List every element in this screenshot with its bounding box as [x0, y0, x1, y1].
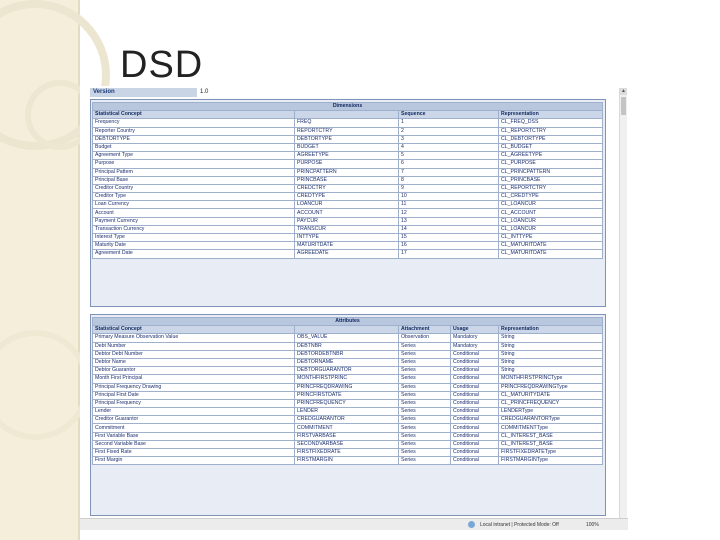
table-row [93, 193, 603, 201]
table-row [93, 399, 603, 407]
table-cell: Series [399, 391, 451, 399]
table-cell: String [499, 350, 603, 358]
table-cell: PRINCBASE [295, 176, 399, 184]
browser-screenshot [80, 86, 628, 530]
table-cell: Creditor Guarantor [93, 416, 295, 424]
attributes-header: Attributes [93, 318, 603, 326]
table-cell: CL_REPORTCTRY [499, 184, 603, 192]
table-cell: Series [399, 424, 451, 432]
table-cell: 13 [399, 217, 499, 225]
table-cell: Conditional [451, 457, 499, 465]
table-cell: Maturity Date [93, 242, 295, 250]
table-cell: Series [399, 457, 451, 465]
table-cell: Creditor Type [93, 193, 295, 201]
table-cell: Loan Currency [93, 201, 295, 209]
attributes-column-header: Usage [451, 326, 499, 334]
table-row [93, 176, 603, 184]
attributes-column-header [295, 326, 399, 334]
table-cell: PURPOSE [295, 160, 399, 168]
table-cell: First Variable Base [93, 432, 295, 440]
table-cell: SECONDVARBASE [295, 440, 399, 448]
table-row [93, 367, 603, 375]
table-cell: Conditional [451, 383, 499, 391]
table-cell: PRINCFREQDRAWING [295, 383, 399, 391]
table-cell: Primary Measure Observation Value [93, 334, 295, 342]
table-cell: 4 [399, 143, 499, 151]
table-cell: CL_BUDGET [499, 143, 603, 151]
table-cell: OBS_VALUE [295, 334, 399, 342]
table-cell: First Margin [93, 457, 295, 465]
table-cell: FIRSTVARBASE [295, 432, 399, 440]
table-cell: Series [399, 383, 451, 391]
table-row [93, 242, 603, 250]
table-cell: Conditional [451, 440, 499, 448]
table-row [93, 416, 603, 424]
table-cell: Debtor Debt Number [93, 350, 295, 358]
attributes-column-header: Representation [499, 326, 603, 334]
table-cell: CL_INTEREST_BASE [499, 432, 603, 440]
table-cell: Series [399, 375, 451, 383]
table-cell: PRINCFREQDRAWINGType [499, 383, 603, 391]
table-cell: 5 [399, 152, 499, 160]
table-cell: 16 [399, 242, 499, 250]
table-cell: CREDCTRY [295, 184, 399, 192]
table-cell: FIRSTFIXEDRATE [295, 449, 399, 457]
table-cell: CL_INTEREST_BASE [499, 440, 603, 448]
attributes-column-headers [93, 326, 603, 334]
table-cell: AGREEDATE [295, 250, 399, 258]
table-cell: Creditor Country [93, 184, 295, 192]
table-row [93, 334, 603, 342]
table-cell: DEBTORNAME [295, 358, 399, 366]
table-cell: TRANSCUR [295, 225, 399, 233]
table-cell: Conditional [451, 358, 499, 366]
vertical-scrollbar[interactable] [619, 88, 627, 518]
table-cell: CL_LOANCUR [499, 217, 603, 225]
table-cell: Debtor Name [93, 358, 295, 366]
table-row [93, 440, 603, 448]
table-cell: Conditional [451, 350, 499, 358]
table-cell: CL_MATURITYDATE [499, 391, 603, 399]
attributes-column-header: Statistical Concept [93, 326, 295, 334]
table-row [93, 135, 603, 143]
zoom-level[interactable]: 100% [586, 522, 599, 528]
table-cell: String [499, 358, 603, 366]
table-cell: DEBTORTYPE [295, 135, 399, 143]
table-cell: 17 [399, 250, 499, 258]
table-cell: Conditional [451, 391, 499, 399]
table-cell: CL_ACCOUNT [499, 209, 603, 217]
table-cell: 8 [399, 176, 499, 184]
table-cell: Debt Number [93, 342, 295, 350]
table-cell: CL_PURPOSE [499, 160, 603, 168]
table-cell: Principal First Date [93, 391, 295, 399]
table-cell: Series [399, 432, 451, 440]
table-cell: Conditional [451, 416, 499, 424]
table-row [93, 449, 603, 457]
table-row [93, 432, 603, 440]
dimensions-column-headers [93, 111, 603, 119]
table-cell: Mandatory [451, 342, 499, 350]
table-cell: Agreement Type [93, 152, 295, 160]
table-cell: 7 [399, 168, 499, 176]
table-cell: 10 [399, 193, 499, 201]
table-row [93, 225, 603, 233]
table-row [93, 408, 603, 416]
table-row [93, 375, 603, 383]
table-cell: Frequency [93, 119, 295, 127]
table-cell: LENDER [295, 408, 399, 416]
table-cell: CL_PRINCPATTERN [499, 168, 603, 176]
table-row [93, 358, 603, 366]
table-cell: 14 [399, 225, 499, 233]
table-cell: Principal Base [93, 176, 295, 184]
table-cell: Series [399, 358, 451, 366]
table-row [93, 209, 603, 217]
table-cell: Debtor Guarantor [93, 367, 295, 375]
table-cell: Series [399, 416, 451, 424]
table-cell: 15 [399, 234, 499, 242]
table-cell: AGREETYPE [295, 152, 399, 160]
table-cell: BUDGET [295, 143, 399, 151]
slide-title: DSD [120, 44, 204, 86]
attributes-table [92, 317, 603, 465]
scroll-up-arrow-icon[interactable]: ▲ [621, 88, 626, 94]
table-row [93, 152, 603, 160]
table-cell: MONTHFIRSTPRINCType [499, 375, 603, 383]
table-row [93, 184, 603, 192]
dimensions-header: Dimensions [93, 103, 603, 111]
table-cell: Conditional [451, 367, 499, 375]
table-row [93, 127, 603, 135]
table-cell: Transaction Currency [93, 225, 295, 233]
attributes-header-row [93, 318, 603, 326]
dimensions-column-header: Representation [499, 111, 603, 119]
table-cell: DEBTNBR [295, 342, 399, 350]
table-cell: 1 [399, 119, 499, 127]
table-cell: Payment Currency [93, 217, 295, 225]
table-cell: Budget [93, 143, 295, 151]
table-cell: CL_LOANCUR [499, 225, 603, 233]
table-row [93, 201, 603, 209]
table-cell: 2 [399, 127, 499, 135]
dimensions-table [92, 102, 603, 259]
table-cell: CL_DEBTORTYPE [499, 135, 603, 143]
table-cell: Month First Principal [93, 375, 295, 383]
table-cell: CL_FREQ_DSS [499, 119, 603, 127]
table-row [93, 217, 603, 225]
table-cell: 9 [399, 184, 499, 192]
table-cell: Conditional [451, 432, 499, 440]
table-cell: CL_PRINCFREQUENCY [499, 399, 603, 407]
table-row [93, 250, 603, 258]
table-row [93, 457, 603, 465]
table-cell: PRINCFREQUENCY [295, 399, 399, 407]
table-cell: Commitment [93, 424, 295, 432]
table-cell: PRINCPATTERN [295, 168, 399, 176]
table-cell: CL_INTTYPE [499, 234, 603, 242]
table-cell: ACCOUNT [295, 209, 399, 217]
dimensions-column-header: Sequence [399, 111, 499, 119]
table-cell: FIRSTFIXEDRATEType [499, 449, 603, 457]
table-cell: Conditional [451, 449, 499, 457]
table-cell: Conditional [451, 424, 499, 432]
table-row [93, 342, 603, 350]
table-cell: String [499, 334, 603, 342]
version-label: Version [90, 88, 197, 97]
table-cell: CREDGUARANTOR [295, 416, 399, 424]
table-cell: CL_MATURITDATE [499, 242, 603, 250]
table-cell: LENDERType [499, 408, 603, 416]
table-cell: 6 [399, 160, 499, 168]
table-cell: LOANCUR [295, 201, 399, 209]
table-row [93, 234, 603, 242]
scrollbar-thumb[interactable] [621, 97, 626, 115]
table-cell: COMMITMENT [295, 424, 399, 432]
attributes-column-header: Attachment [399, 326, 451, 334]
table-cell: Principal Frequency Drawing [93, 383, 295, 391]
table-cell: FREQ [295, 119, 399, 127]
table-cell: CL_LOANCUR [499, 201, 603, 209]
table-cell: Series [399, 449, 451, 457]
globe-icon [468, 521, 475, 528]
browser-status-bar [80, 518, 628, 530]
table-cell: COMMITMENTType [499, 424, 603, 432]
table-cell: FIRSTMARGINType [499, 457, 603, 465]
table-cell: FIRSTMARGIN [295, 457, 399, 465]
table-cell: Account [93, 209, 295, 217]
dimensions-column-header: Statistical Concept [93, 111, 295, 119]
table-cell: CL_REPORTCTRY [499, 127, 603, 135]
table-cell: REPORTCTRY [295, 127, 399, 135]
table-cell: CL_AGREETYPE [499, 152, 603, 160]
table-cell: Principal Pattern [93, 168, 295, 176]
table-cell: Agreement Date [93, 250, 295, 258]
table-row [93, 424, 603, 432]
table-cell: CL_CREDTYPE [499, 193, 603, 201]
table-cell: 11 [399, 201, 499, 209]
table-cell: Series [399, 367, 451, 375]
table-cell: Mandatory [451, 334, 499, 342]
table-cell: CREDGUARANTORType [499, 416, 603, 424]
table-cell: CL_MATURITDATE [499, 250, 603, 258]
table-cell: DEBTORTYPE [93, 135, 295, 143]
table-cell: Series [399, 440, 451, 448]
security-zone-text: Local intranet | Protected Mode: Off [480, 522, 559, 528]
table-cell: DEBTORGUARANTOR [295, 367, 399, 375]
table-row [93, 391, 603, 399]
table-row [93, 383, 603, 391]
table-cell: PAYCUR [295, 217, 399, 225]
table-cell: Purpose [93, 160, 295, 168]
table-cell: Conditional [451, 408, 499, 416]
table-cell: CL_PRINCBASE [499, 176, 603, 184]
table-cell: Interest Type [93, 234, 295, 242]
table-row [93, 168, 603, 176]
table-cell: MATURITDATE [295, 242, 399, 250]
table-cell: Principal Frequency [93, 399, 295, 407]
table-row [93, 350, 603, 358]
table-cell: Reporter Country [93, 127, 295, 135]
table-cell: Series [399, 408, 451, 416]
dimensions-header-row [93, 103, 603, 111]
table-cell: String [499, 367, 603, 375]
table-cell: 12 [399, 209, 499, 217]
dimensions-column-header [295, 111, 399, 119]
table-cell: Conditional [451, 399, 499, 407]
table-cell: DEBTORDEBTNBR [295, 350, 399, 358]
table-cell: Series [399, 399, 451, 407]
table-cell: First Fixed Rate [93, 449, 295, 457]
table-row [93, 143, 603, 151]
table-row [93, 160, 603, 168]
version-value: 1.0 [200, 89, 209, 95]
table-cell: INTTYPE [295, 234, 399, 242]
table-row [93, 119, 603, 127]
table-cell: Series [399, 350, 451, 358]
table-cell: Observation [399, 334, 451, 342]
table-cell: CREDTYPE [295, 193, 399, 201]
table-cell: MONTHFIRSTPRINC [295, 375, 399, 383]
table-cell: Series [399, 342, 451, 350]
version-row [90, 87, 208, 97]
table-cell: PRINCFIRSTDATE [295, 391, 399, 399]
table-cell: Conditional [451, 375, 499, 383]
table-cell: Lender [93, 408, 295, 416]
table-cell: String [499, 342, 603, 350]
table-cell: 3 [399, 135, 499, 143]
table-cell: Second Variable Base [93, 440, 295, 448]
